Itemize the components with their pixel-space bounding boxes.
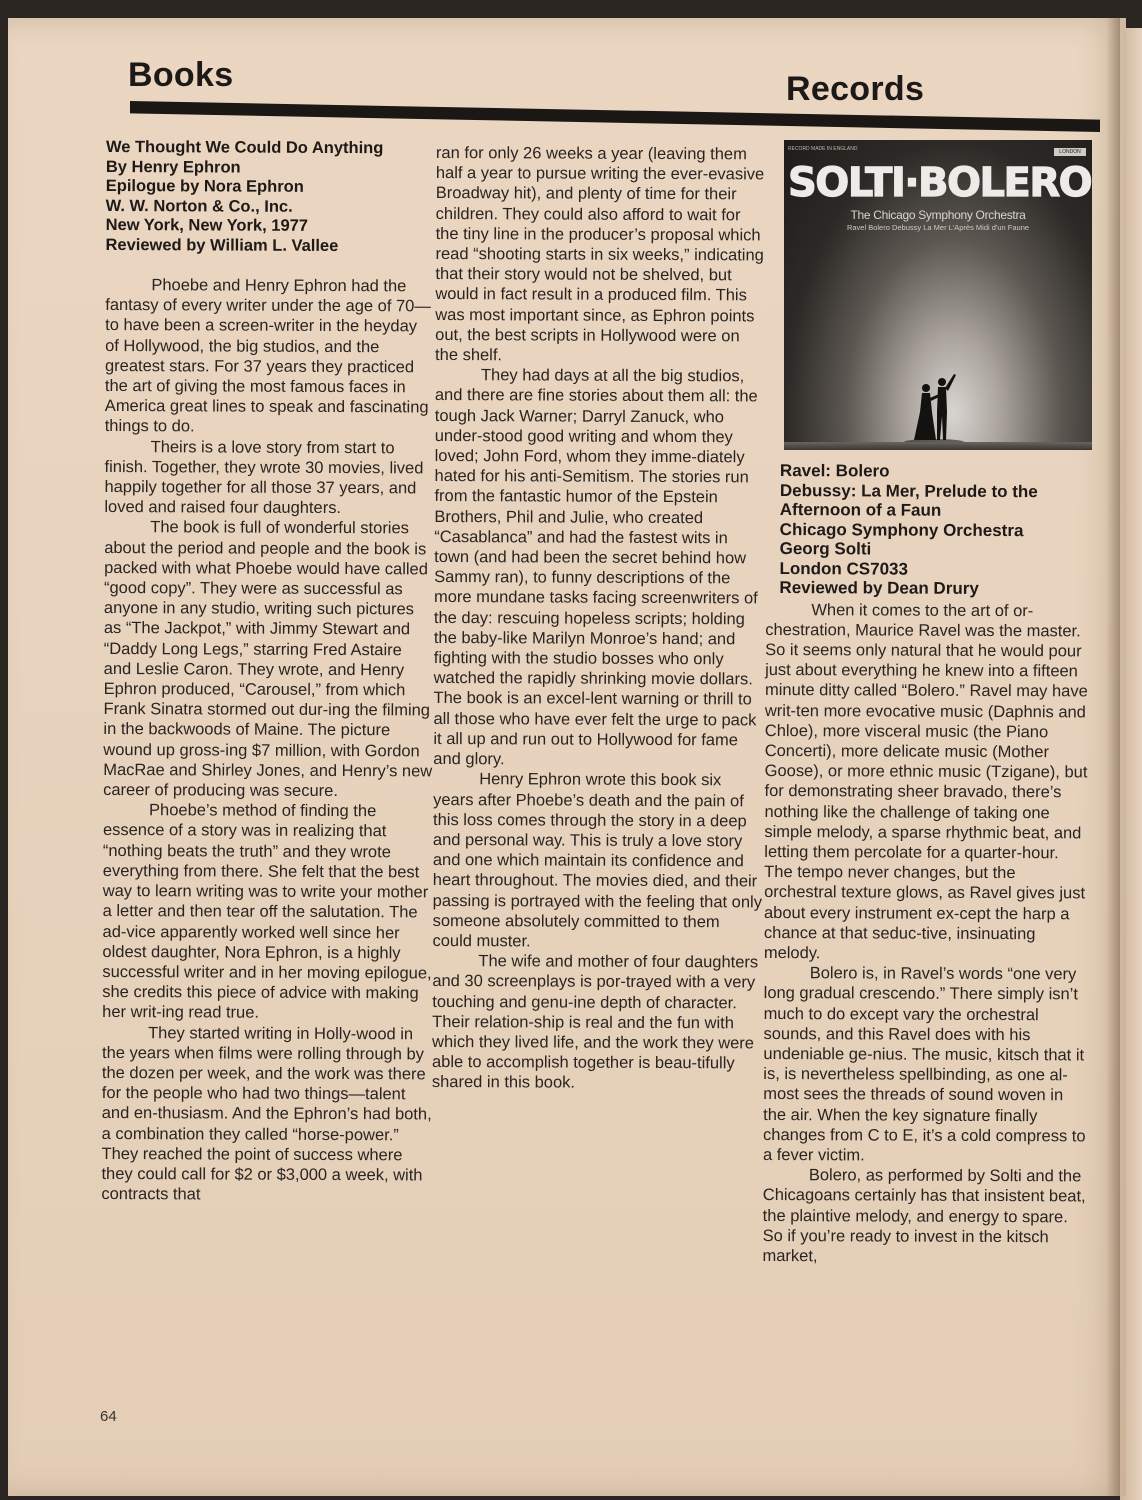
record-work-2-cont: Afternoon of a Faun — [779, 500, 942, 520]
records-section-title: Records — [786, 70, 925, 108]
page-number: 64 — [100, 1408, 117, 1425]
books-section-title: Books — [128, 56, 234, 94]
book-author: By Henry Ephron — [105, 157, 241, 177]
record-reviewer: Reviewed by Dean Drury — [779, 578, 979, 598]
book-credits — [105, 138, 436, 256]
books-column-2 — [432, 143, 766, 1094]
book-paragraph: Theirs is a love story from start to finish. Together, they wrote 30 movies, lived happily together for all those 37 years, and loved and raised four daughters. — [104, 437, 424, 518]
book-reviewer: Reviewed by William L. Vallee — [105, 235, 339, 255]
book-paragraph: The book is full of wonderful stories about the period and people and the book is packed with what Phoebe would have called “good copy”. They were as successful as anyone in any studio, writing such pictures as “The Jackpot,” with Jimmy Stewart and “Daddy Long Legs,” starring Fred Astaire and Leslie Caron. They wrote, and Henry Ephron produced, “Carousel,” from which Frank Sinatra stormed out dur-ing the filming in the backwoods of Maine. The picture wound up gross-ing $7 million, with Gordon MacRae and Shirley Jones, and Henry’s new career of producing was secure. — [103, 518, 433, 801]
book-paragraph: Henry Ephron wrote this book six years after Phoebe’s death and the pain of this loss comes through the story in a deep and personal way. This is truly a love story and one which maintain its confidence and heart throughout. The movies died, and their passing is portrayed with the feeling that only someone absolutely committed to them could muster. — [432, 770, 763, 951]
books-column-1 — [101, 138, 436, 1206]
album-works: Ravel Bolero Debussy La Mer L'Après Midi d'un Faune — [846, 223, 1030, 232]
record-conductor: Georg Solti — [779, 539, 872, 559]
book-paragraph: ran for only 26 weeks a year (leaving them half a year to pursue writing the ever-evasive Broadway hit), and plenty of time for their children. They could also afford to wait for the tiny line in the producer’s proposal which read “shooting starts in six weeks,” indicating that their story would not be shelved, but would in fact result in a produced film. This was most important since, as Ephron points out, the best scripts in Hollywood were on the shelf. — [435, 143, 765, 365]
album-top-text: RECORD MADE IN ENGLAND — [788, 146, 858, 152]
records-column — [762, 461, 1090, 1268]
label-logo: LONDON — [1054, 148, 1086, 156]
album-cover-base — [784, 442, 1092, 450]
book-paragraph: They had days at all the big studios, and there are fine stories about them all: the tough Jack Warner; Darryl Zanuck, who under-stood good writing and whom they loved; John Ford, whom they imme-diately hated for his anti-Semitism. The stories run from the fantastic humor of the Epstein Brothers, Phil and Julie, who created “Casablanca” and had the fastest wits in town (and had been the secret behind how Sammy ran), to funny descriptions of the more mundane tasks facing screenwriters of the day: rescuing hopeless scripts; holding the baby-like Marilyn Monroe’s hand; and fighting with the studio bosses who only watched the rapidly shrinking movie dollars. The book is an excel-lent warning or thrill to all those who have ever felt the urge to pack it all up and run out to Hollywood for fame and glory. — [433, 366, 758, 769]
record-work-1: Ravel: Bolero — [779, 461, 890, 481]
record-catalog: London CS7033 — [779, 558, 909, 579]
record-orchestra: Chicago Symphony Orchestra — [779, 519, 1024, 540]
book-paragraph: The wife and mother of four daughters and 30 screenplays is por-trayed with a very touching and genu-ine depth of character. Their relation-ship is real and the fun with which they lived life, and the work they were able to accomplish together is beau-tifully shared in this book. — [431, 952, 759, 1092]
book-title: We Thought We Could Do Anything — [105, 138, 384, 158]
book-place-year: New York, New York, 1977 — [105, 215, 309, 235]
book-paragraph: Phoebe and Henry Ephron had the fantasy of every writer under the age of 70—to have been a screen-writer in the heyday of Hollywood, the big studios, and the greatest stars. For 37 years they practiced the art of giving the most famous faces in America great lines to speak and fascinating things to do. — [104, 276, 431, 436]
page-gutter-shadow — [1106, 18, 1120, 1496]
dancers-silhouette-icon — [904, 372, 964, 444]
album-cover-image — [784, 140, 1092, 450]
record-credits — [779, 461, 1090, 599]
book-paragraph: They started writing in Holly-wood in the years when films were rolling through by the dozen per week, and the work was there for the people who had two things—talent and en-thusiasm. And the Ephron’s had both, a combination they called “horse-power.” They reached the point of success where they could call for $2 or $3,000 a week, with contracts that — [101, 1023, 432, 1204]
record-work-2: Debussy: La Mer, Prelude to the — [779, 480, 1038, 501]
book-epilogue: Epilogue by Nora Ephron — [105, 176, 304, 196]
album-orchestra: The Chicago Symphony Orchestra — [850, 208, 1026, 222]
record-paragraph: When it comes to the art of or-chestration, Maurice Ravel was the master. So it seems only natural that he would pour just about everything he knew into a fifteen minute ditty called “Bolero.” Ravel may have writ-ten more evocative music (Daphnis and Chloe), more visceral music (the Piano Concerti), more delicate music (Mother Goose), or more ethnic music (Tzigane), but for demonstrating sheer bravado, there’s nothing like the challenge of taking one simple melody, a sparse rhythmic beat, and letting them percolate for a quarter-hour. The tempo never changes, but the orchestral texture glows, as Ravel gives just about every instrument ex-cept the harp a chance at that seduc-tive, insinuating melody. — [763, 600, 1088, 963]
book-paragraph: Phoebe’s method of finding the essence of a story was in realizing that “nothing beats the truth” and they wrote everything from there. She felt that the best way to learn writing was to write your mother a letter and then tear off the salutation. The ad-vice apparently worked well since her oldest daughter, Nora Ephron, is a highly successful writer and in her moving epilogue, she credits this piece of advice with making her writ-ing read true. — [102, 801, 432, 1022]
album-title: SOLTI·BOLERO — [788, 160, 1092, 206]
record-paragraph: Bolero is, in Ravel’s words “one very long gradual crescendo.” There simply isn’t much to do except vary the orchestral sounds, and this Ravel does with his undeniable ge-nius. The music, kitsch that it is, is nevertheless spellbinding, as one al-most sees the threads of sound woven in the air. When the key signature finally changes from C to E, it’s a cold compress to a fever victim. — [762, 964, 1086, 1165]
book-publisher: W. W. Norton & Co., Inc. — [105, 196, 293, 216]
record-paragraph: Bolero, as performed by Solti and the Chicagoans certainly has that insistent beat, the plaintive melody, and energy to spare. So if you’re ready to invest in the kitsch market, — [762, 1166, 1086, 1266]
